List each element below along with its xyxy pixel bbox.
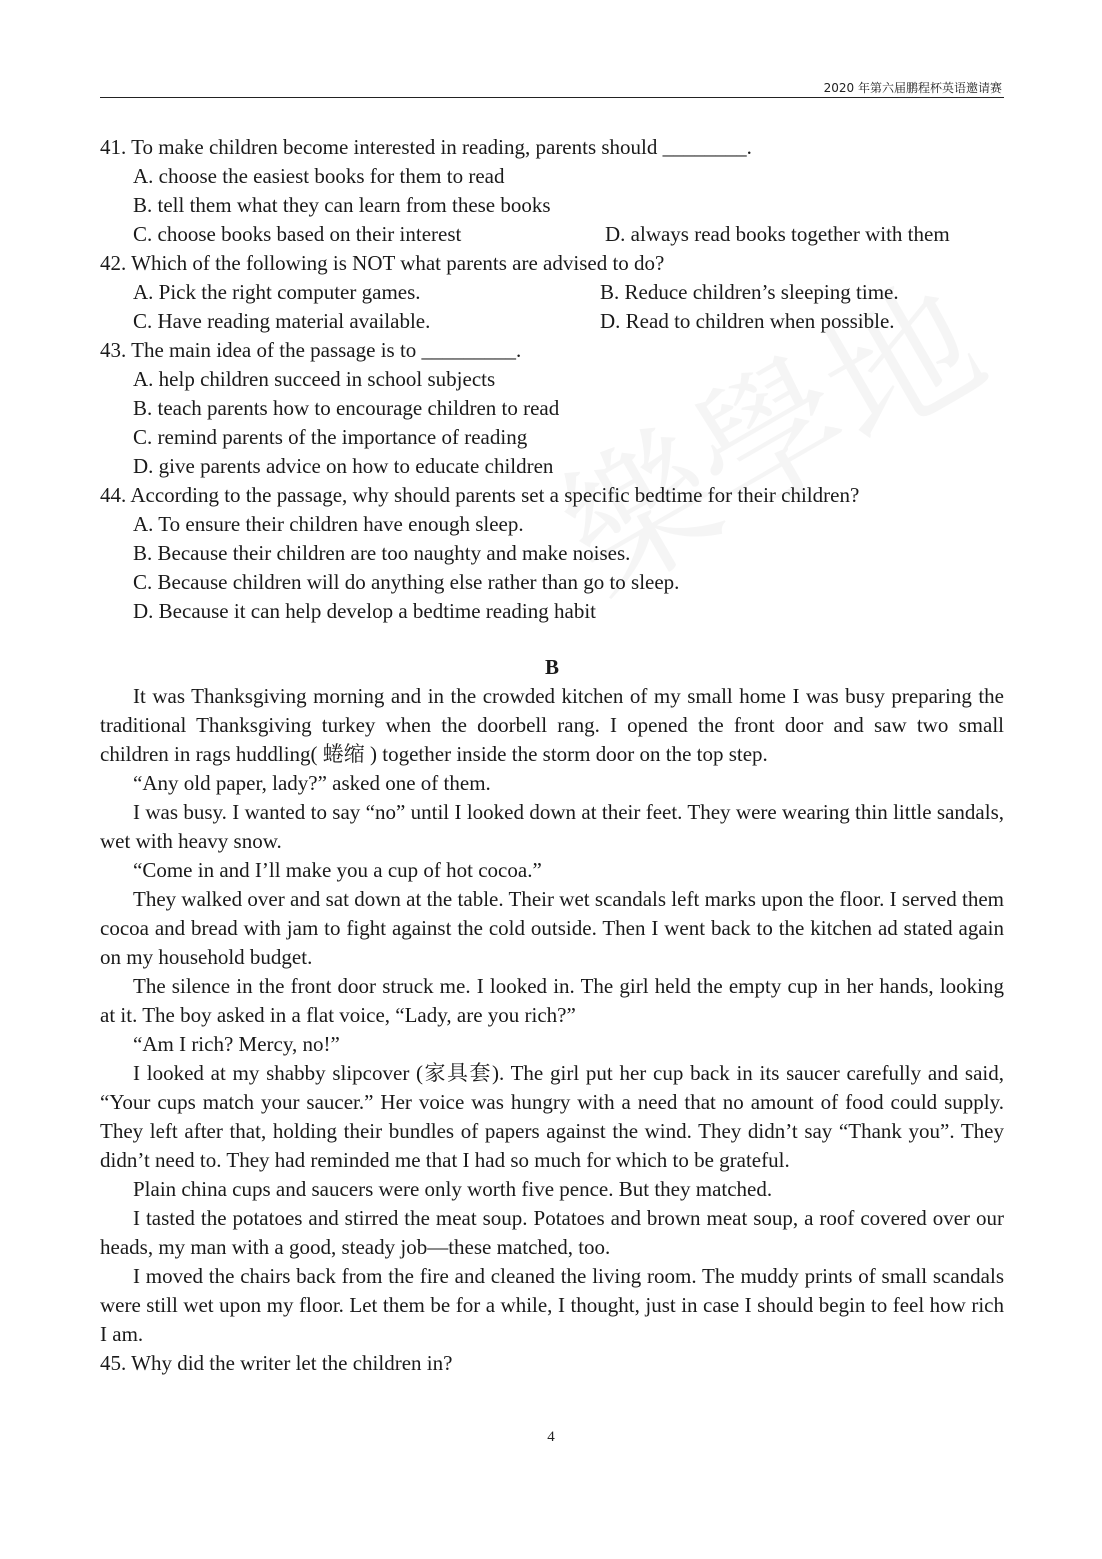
- question-41-options-cd: [100, 220, 1004, 249]
- question-42-option-a: A. Pick the right computer games.: [133, 280, 421, 304]
- question-44-option-b: B. Because their children are too naughty and make noises.: [133, 541, 631, 565]
- passage-paragraph-9: Plain china cups and saucers were only worth five pence. But they matched.: [133, 1177, 773, 1201]
- section-b-title: B: [544, 655, 559, 679]
- passage-paragraph-5: They walked over and sat down at the table. Their wet scandals left marks upon the floor. I served them cocoa and bread with jam to fight against the cold outside. Then I went back to the kitchen ad stated again on my household budget.: [100, 887, 1004, 969]
- page-header: [100, 78, 1004, 98]
- question-42-option-c: C. Have reading material available.: [133, 309, 431, 333]
- passage-paragraph-8: I looked at my shabby slipcover (家具套). The girl put her cup back in its saucer carefully and said, “Your cups match your saucer.” Her voice was hungry with a need that no amount of food could supply. They left after that, holding their bundles of papers against the wind. They didn’t say “Thank you”. They didn’t need to. They had reminded me that I had so much for which to be grateful.: [100, 1061, 1004, 1172]
- question-43-option-c: C. remind parents of the importance of reading: [133, 425, 528, 449]
- passage-paragraph-2: “Any old paper, lady?” asked one of them.: [133, 771, 491, 795]
- question-42-option-b: B. Reduce children’s sleeping time.: [600, 280, 899, 304]
- passage-paragraph-7: “Am I rich? Mercy, no!”: [133, 1032, 340, 1056]
- question-45-stem: 45. Why did the writer let the children in?: [100, 1351, 453, 1375]
- header-title: 2020 年第六届鹏程杯英语邀请赛: [823, 81, 1002, 95]
- question-43-stem: 43. The main idea of the passage is to _________.: [100, 338, 522, 362]
- question-41-option-d: D. always read books together with them: [605, 222, 950, 246]
- question-42-option-d: D. Read to children when possible.: [600, 309, 895, 333]
- question-43-option-d: D. give parents advice on how to educate children: [133, 454, 554, 478]
- passage-paragraph-1: It was Thanksgiving morning and in the crowded kitchen of my small home I was busy preparing the traditional Thanksgiving turkey when the doorbell rang. I opened the front door and saw two small children in rags huddling( 蜷缩 ) together inside the storm door on the top step.: [100, 684, 1004, 766]
- question-44-stem: 44. According to the passage, why should parents set a specific bedtime for their children?: [100, 483, 860, 507]
- passage-paragraph-4: “Come in and I’ll make you a cup of hot cocoa.”: [133, 858, 542, 882]
- question-41-stem: 41. To make children become interested in reading, parents should ________.: [100, 135, 752, 159]
- question-44-option-a: A. To ensure their children have enough sleep.: [133, 512, 524, 536]
- question-42-stem: 42. Which of the following is NOT what parents are advised to do?: [100, 251, 665, 275]
- question-41-option-a: A. choose the easiest books for them to read: [133, 164, 505, 188]
- page-number: 4: [547, 1429, 555, 1445]
- question-44-option-c: C. Because children will do anything else rather than go to sleep.: [133, 570, 680, 594]
- question-41-option-b: B. tell them what they can learn from these books: [133, 193, 551, 217]
- passage-paragraph-11: I moved the chairs back from the fire and cleaned the living room. The muddy prints of small scandals were still wet upon my floor. Let them be for a while, I thought, just in case I should begin to feel how rich I am.: [100, 1264, 1004, 1346]
- passage-paragraph-6: The silence in the front door struck me. I looked in. The girl held the empty cup in her hands, looking at it. The boy asked in a flat voice, “Lady, are you rich?”: [100, 974, 1004, 1027]
- question-41-option-c: C. choose books based on their interest: [133, 222, 462, 246]
- question-42-options-ab: [100, 278, 1004, 307]
- question-42-options-cd: [100, 307, 1004, 336]
- passage-paragraph-3: I was busy. I wanted to say “no” until I looked down at their feet. They were wearing thin little sandals, wet with heavy snow.: [100, 800, 1004, 853]
- question-44-option-d: D. Because it can help develop a bedtime reading habit: [133, 599, 596, 623]
- passage-paragraph-10: I tasted the potatoes and stirred the meat soup. Potatoes and brown meat soup, a roof covered over our heads, my man with a good, steady job—these matched, too.: [100, 1206, 1004, 1259]
- page-content: [100, 133, 1004, 1378]
- question-43-option-a: A. help children succeed in school subjects: [133, 367, 496, 391]
- question-43-option-b: B. teach parents how to encourage children to read: [133, 396, 560, 420]
